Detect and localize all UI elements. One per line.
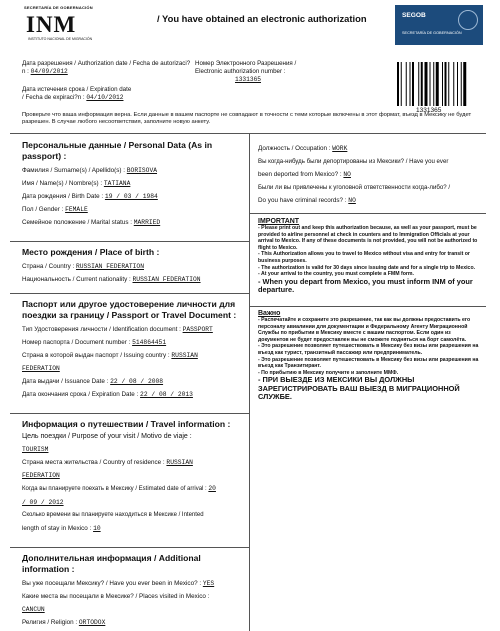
gender-value: FEMALE bbox=[65, 206, 88, 213]
barcode-bar bbox=[418, 62, 419, 106]
section-divider bbox=[10, 413, 249, 414]
vazhno-item: - Это разрешение позволяет путешествовать в Мексику без визы или разрешения на въезд как Транзитирант. bbox=[258, 356, 479, 370]
national-seal-icon bbox=[458, 10, 478, 30]
auth-number-label: Номер Электронного Разрешения / bbox=[195, 60, 297, 67]
purpose-label: Цель поездки / Purpose of your visit / Motivo de viaje : bbox=[22, 433, 192, 440]
religion-value: ORTODOX bbox=[78, 619, 106, 626]
religion-label: Религия / Religion : bbox=[22, 619, 78, 626]
issue-date-label: Дата выдачи / Issuance Date : bbox=[22, 378, 109, 385]
places-value: CANCUN bbox=[22, 606, 45, 613]
barcode-bar bbox=[445, 62, 447, 106]
stay-value: 10 bbox=[93, 525, 101, 532]
passport-heading: Паспорт или другое удостоверение личности для поездки за границу / Passport or Travel Document : bbox=[22, 299, 237, 320]
deported-label-2: been deported from Mexico? : bbox=[258, 171, 342, 178]
birth-country-label: Страна / Country : bbox=[22, 263, 75, 270]
barcode-bar bbox=[421, 62, 423, 106]
barcode-bar bbox=[461, 62, 462, 106]
notice-text: Проверьте что ваша информация верна. Если данные в вашем паспорте не совпадают в точности с теми которые включены в этот формат, въезд в Мексику не будет разрешен. В случае любого несоответствия, заполните новую анкету. bbox=[22, 112, 472, 125]
vazhno-item: - Это разрешение позволяет путешествовать в Мексику без визы или разрешения на въезд как турист, транзитный пассажир или предприниматель. bbox=[258, 343, 479, 356]
criminal-label-2: Do you have criminal records? : bbox=[258, 197, 347, 204]
auth-number-value: 1331365 bbox=[235, 76, 261, 83]
personal-heading: Персональные данные / Personal Data (As in passport) : bbox=[22, 140, 213, 161]
name-label: Имя / Name(s) / Nombre(s) : bbox=[22, 180, 103, 187]
issue-date-value: 22 / 08 / 2008 bbox=[110, 378, 164, 385]
barcode-bar bbox=[425, 62, 428, 106]
barcode-number: 1331365 bbox=[416, 107, 442, 114]
barcode-bar bbox=[436, 62, 439, 106]
residence-value-2: FEDERATION bbox=[22, 472, 60, 479]
vazhno-item: - По прибытию в Мексику получите и заполните ММФ. bbox=[258, 369, 399, 376]
auth-date-label: Дата разрешения / Authorization date / Fecha de autorizaci?n : bbox=[22, 60, 191, 75]
been-label: Вы уже посещали Мексику? / Have you ever been in Mexico? : bbox=[22, 580, 202, 587]
marital-value: MARRIED bbox=[133, 219, 161, 226]
segob-subtitle: SECRETARÍA DE GOBERNACIÓN bbox=[402, 31, 462, 35]
barcode bbox=[397, 62, 485, 106]
important-item: - The authorization is valid for 30 days since issuing date and for a single trip to Mexico. bbox=[258, 264, 476, 271]
barcode-bar bbox=[401, 62, 402, 106]
birth-heading: Место рождения / Place of birth : bbox=[22, 247, 160, 257]
vazhno-block bbox=[258, 310, 480, 402]
been-value: YES bbox=[202, 580, 215, 587]
doc-type-value: PASSPORT bbox=[182, 326, 213, 333]
section-divider bbox=[249, 306, 486, 307]
page-title: / You have obtained an electronic authorization bbox=[157, 13, 367, 24]
vazhno-bold-item: - ПРИ ВЫЕЗДЕ ИЗ МЕКСИКИ ВЫ ДОЛЖНЫ ЗАРЕГИСТРИРОВАТЬ ВАШ ВЫЕЗД В МИГРАЦИОННОЙ СЛУЖБЕ. bbox=[258, 375, 460, 402]
doc-number-label: Номер паспорта / Document number : bbox=[22, 339, 131, 346]
agency-subtitle: INSTITUTO NACIONAL DE MIGRACIÓN bbox=[28, 37, 93, 41]
stay-label: Сколько времени вы планируете находиться в Мексике / Intented bbox=[22, 512, 204, 518]
expiry-date-label: Дата истечения срока / Expiration date bbox=[22, 86, 132, 93]
important-heading: IMPORTANT bbox=[258, 218, 300, 225]
places-label: Какие места вы посещали в Мексике? / Places visited in Mexico : bbox=[22, 593, 210, 600]
travel-section bbox=[22, 419, 244, 535]
arrival-label: Когда вы планируете поехать в Мексику / Estimated date of arrival : bbox=[22, 486, 207, 492]
auth-date-value: 04/09/2012 bbox=[30, 68, 68, 75]
section-divider bbox=[10, 241, 249, 242]
expiry-date-value: 04/10/2012 bbox=[86, 94, 124, 101]
top-divider bbox=[10, 133, 486, 134]
barcode-bar bbox=[433, 62, 434, 106]
barcode-bar bbox=[453, 62, 454, 106]
deported-label: Вы когда-нибудь были депортированы из Мексики? / Have you ever bbox=[258, 158, 449, 165]
issuer-value: RUSSIAN bbox=[171, 352, 198, 359]
auth-date-block bbox=[22, 60, 192, 76]
passport-expiry-label: Дата окончания срока / Expiration Date : bbox=[22, 391, 139, 398]
dob-label: Дата рождения / Birth Date : bbox=[22, 193, 104, 200]
personal-section bbox=[22, 140, 244, 229]
inm-logo: INM bbox=[26, 12, 77, 37]
important-item: - At your arrival to the country, you must complete a FMM form. bbox=[258, 271, 414, 278]
gender-label: Пол / Gender : bbox=[22, 206, 64, 213]
barcode-bar bbox=[463, 62, 466, 106]
expiry-date-block bbox=[22, 86, 192, 102]
criminal-label: Были ли вы привлечены к уголовной ответственности когда-либо? / bbox=[258, 184, 451, 191]
section-divider bbox=[10, 547, 249, 548]
barcode-bar bbox=[442, 62, 443, 106]
residence-label: Страна места жительства / Country of residence : bbox=[22, 459, 165, 466]
surname-label: Фамилия / Surname(s) / Apellido(s) : bbox=[22, 167, 126, 174]
occupation-value: WORK bbox=[332, 145, 348, 152]
issuer-value-2: FEDERATION bbox=[22, 365, 60, 372]
birth-country-value: RUSSIAN FEDERATION bbox=[75, 263, 144, 270]
criminal-value: NO bbox=[348, 197, 356, 204]
barcode-bar bbox=[406, 62, 407, 106]
arrival-value-2: / 09 / 2012 bbox=[22, 499, 64, 506]
barcode-bar bbox=[412, 62, 414, 106]
barcode-bar bbox=[430, 62, 431, 106]
section-divider bbox=[10, 293, 249, 294]
vazhno-heading: Важно bbox=[258, 310, 281, 317]
passport-expiry-value: 22 / 08 / 2013 bbox=[140, 391, 193, 398]
dob-value: 19 / 03 / 1984 bbox=[104, 193, 158, 200]
column-divider bbox=[249, 133, 250, 631]
barcode-bar bbox=[448, 62, 449, 106]
residence-value: RUSSIAN bbox=[166, 459, 193, 466]
important-item: - This Authorization allows you to travel to Mexico without visa and entry for transit or business purposes. bbox=[258, 251, 470, 264]
important-block bbox=[258, 218, 480, 295]
doc-type-label: Тип Удостоверения личности / Identification document : bbox=[22, 326, 181, 333]
birth-section bbox=[22, 247, 244, 286]
passport-section bbox=[22, 299, 246, 401]
nationality-label: Национальность / Current nationality : bbox=[22, 276, 131, 283]
agency-small-text: SECRETARÍA DE GOBERNACIÓN bbox=[24, 5, 93, 10]
surname-value: BORISOVA bbox=[126, 167, 158, 174]
segob-name: SEGOB bbox=[402, 12, 426, 19]
important-item: - Please print out and keep this authorization because, as well as your passport, must be provided to airline personnel at check in counters and to Immigration Officials at your arrival to Mexico. If any of these documents is not provided, you will not be authorized to flight to Mexico. bbox=[258, 225, 478, 251]
vazhno-item: - Распечатайте и сохраните это разрешение, так как вы должны предоставить его персоналу авиалинии для документации и Федеральному Агенту Миграционной Службы по прибытии в Мексику вместе с вашим паспортом. Если один из документов не будет предоставлен вы не сможете подняться на борт самолёта. bbox=[258, 317, 471, 343]
occupation-label: Должность / Occupation : bbox=[258, 145, 331, 152]
barcode-bar bbox=[410, 62, 411, 106]
section-divider bbox=[249, 213, 486, 214]
doc-number-value: 514864451 bbox=[132, 339, 167, 346]
important-bold-item: - When you depart from Mexico, you must inform INM of your departure. bbox=[258, 276, 473, 295]
additional-heading: Дополнительная информация / Additional information : bbox=[22, 553, 201, 574]
arrival-value: 20 bbox=[208, 485, 216, 492]
marital-label: Семейное положение / Marital status : bbox=[22, 219, 132, 226]
name-value: TATIANA bbox=[103, 180, 131, 187]
travel-heading: Информация о путешествии / Travel information : bbox=[22, 419, 231, 429]
deported-value: NO bbox=[343, 171, 351, 178]
barcode-bar bbox=[397, 62, 399, 106]
expiry-date-label-2: / Fecha de expiraci?n : bbox=[22, 94, 85, 101]
nationality-value: RUSSIAN FEDERATION bbox=[132, 276, 201, 283]
right-column bbox=[258, 142, 484, 207]
barcode-bar bbox=[457, 62, 458, 106]
issuer-label: Страна в которой выдан паспорт / Issuing country : bbox=[22, 352, 170, 359]
additional-section bbox=[22, 553, 244, 629]
auth-number-block bbox=[195, 60, 335, 84]
stay-label-2: length of stay in Mexico : bbox=[22, 525, 92, 532]
auth-number-label-2: Electronic authorization number : bbox=[195, 68, 286, 75]
purpose-value: TOURISM bbox=[22, 446, 49, 453]
